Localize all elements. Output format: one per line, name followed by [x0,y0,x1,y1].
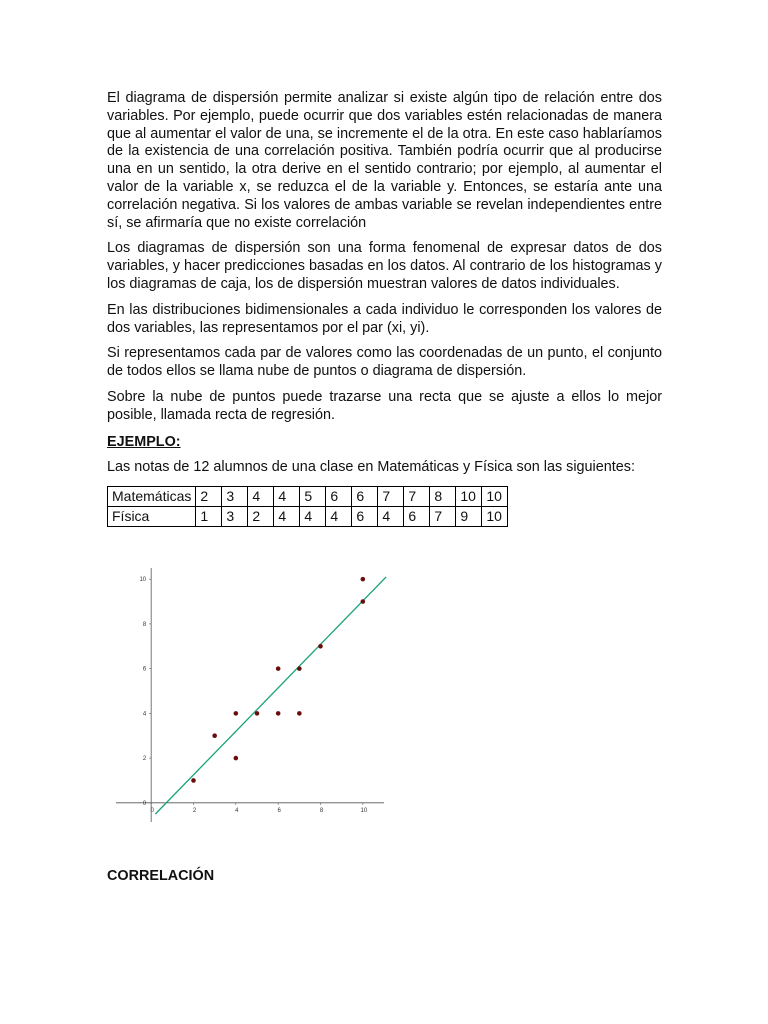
table-cell: 6 [352,487,378,507]
x-tick-label: 6 [277,807,281,814]
y-tick-label: 8 [142,621,147,628]
paragraph-intro: El diagrama de dispersión permite analizar si existe algún tipo de relación entre dos variables. Por ejemplo, puede ocurrir que dos variables estén relacionadas de manera que al aumentar el valor de una, se incremente el de la otra. En este caso hablaríamos de la existencia de una correlación positiva. También podría ocurrir que al producirse una en un sentido, la otra derive en el sentido contrario; por ejemplo, al aumentar el valor de la variable x, se reduzca el de la variable y. Entonces, se estaría ante una correlación negativa. Si los valores de ambas variable se revelan independientes entre sí, se afirmaría que no existe correlación [107,90,662,231]
document-body [107,90,662,527]
paragraph-point-cloud: Si representamos cada par de valores como las coordenadas de un punto, el conjunto de todos ellos se llama nube de puntos o diagrama de dispersión. [107,345,662,380]
regression-line [155,577,386,814]
table-cell: 2 [248,507,274,527]
table-cell: 7 [378,487,404,507]
row-label-matematicas: Matemáticas [108,487,196,507]
table-cell: 10 [456,487,482,507]
table-cell: 4 [300,507,326,527]
table-cell: 5 [300,487,326,507]
scatter-point [212,733,217,738]
paragraph-regression-line: Sobre la nube de puntos puede trazarse una recta que se ajuste a ellos lo mejor posible, llamada recta de regresión. [107,388,662,423]
table-cell: 3 [222,507,248,527]
scatter-point [234,756,239,761]
scatter-svg [112,562,392,834]
y-tick-label: 6 [142,666,147,673]
table-cell: 4 [274,507,300,527]
scatter-point [234,711,239,716]
x-tick-label: 4 [235,807,239,814]
scatter-point [297,666,302,671]
paragraph-bidimensional: En las distribuciones bidimensionales a cada individuo le corresponden los valores de dos variables, las representamos por el par (xi, yi). [107,301,662,336]
table-cell: 6 [326,487,352,507]
table-cell: 8 [430,487,456,507]
table-cell: 2 [196,487,222,507]
scatter-point [191,778,196,783]
x-tick-label: 10 [360,807,368,814]
table-cell: 4 [248,487,274,507]
table-cell: 7 [430,507,456,527]
table-cell: 7 [404,487,430,507]
scatter-point [276,666,281,671]
table-cell: 4 [378,507,404,527]
scatter-point [255,711,260,716]
scatter-point [318,644,323,649]
table-cell: 6 [352,507,378,527]
y-tick-label: 4 [142,711,147,718]
row-label-fisica: Física [108,507,196,527]
scatter-point [361,577,366,582]
section-heading-correlacion: CORRELACIÓN [107,868,215,884]
table-cell: 10 [482,507,508,527]
y-tick-label: 10 [139,577,147,584]
table-cell: 10 [482,487,508,507]
table-cell: 9 [456,507,482,527]
x-tick-label: 2 [192,807,197,814]
table-cell: 4 [326,507,352,527]
scatter-point [361,599,366,604]
paragraph-scatter-purpose: Los diagramas de dispersión son una forma fenomenal de expresar datos de dos variables, y hacer predicciones basadas en los datos. Al contrario de los histogramas y los diagramas de caja, los de dispersión muestran valores de datos individuales. [107,240,662,292]
grades-table [107,486,508,527]
x-tick-label: 0 [150,807,154,814]
table-row [108,487,508,507]
x-tick-label: 8 [319,807,324,814]
y-tick-label: 2 [142,756,147,763]
table-cell: 3 [222,487,248,507]
table-row [108,507,508,527]
example-intro: Las notas de 12 alumnos de una clase en Matemáticas y Física son las siguientes: [107,458,635,475]
scatter-point [276,711,281,716]
scatter-chart [112,562,392,834]
example-heading: EJEMPLO: [107,433,181,450]
y-tick-label: 0 [142,800,147,807]
table-cell: 1 [196,507,222,527]
table-cell: 4 [274,487,300,507]
table-cell: 6 [404,507,430,527]
scatter-point [297,711,302,716]
